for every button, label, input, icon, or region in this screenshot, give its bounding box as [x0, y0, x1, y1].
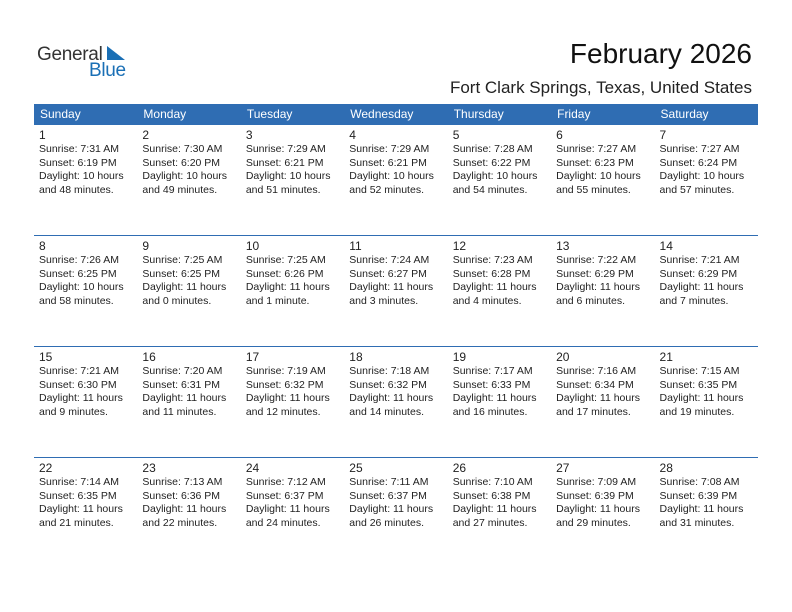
day-cell — [34, 236, 137, 308]
day-number: 19 — [452, 350, 467, 364]
day-number: 15 — [39, 350, 53, 364]
day-daylight: Daylight: 11 hours — [452, 392, 537, 405]
day-sunset: Sunset: 6:23 PM — [556, 156, 634, 169]
day-number: 22 — [39, 461, 53, 475]
day-minutes: and 0 minutes. — [142, 294, 212, 307]
day-number: 7 — [659, 128, 667, 142]
day-sunrise: Sunrise: 7:14 AM — [39, 476, 119, 488]
day-sunset: Sunset: 6:30 PM — [39, 378, 117, 391]
day-daylight: Daylight: 10 hours — [39, 170, 124, 183]
day-daylight: Daylight: 10 hours — [349, 170, 434, 183]
day-sunrise: Sunrise: 7:24 AM — [349, 254, 430, 266]
day-cell — [655, 347, 758, 419]
day-cell — [655, 458, 758, 530]
day-cell — [551, 125, 654, 197]
day-daylight: Daylight: 11 hours — [39, 503, 123, 516]
day-cell — [655, 236, 758, 308]
day-sunset: Sunset: 6:36 PM — [142, 489, 221, 502]
day-cell — [551, 458, 654, 530]
day-sunset: Sunset: 6:33 PM — [452, 378, 531, 391]
week-row — [34, 457, 758, 568]
day-daylight: Daylight: 11 hours — [659, 392, 744, 405]
day-cell — [551, 236, 654, 308]
day-sunrise: Sunrise: 7:17 AM — [452, 365, 533, 377]
week-row — [34, 235, 758, 346]
day-sunset: Sunset: 6:37 PM — [349, 489, 427, 502]
weeks-container — [34, 125, 758, 568]
day-number: 6 — [556, 128, 563, 142]
day-daylight: Daylight: 11 hours — [39, 392, 123, 405]
day-cell — [344, 458, 447, 530]
day-minutes: and 52 minutes. — [349, 183, 424, 196]
day-cell — [448, 347, 551, 419]
week-row — [34, 346, 758, 457]
day-number: 24 — [245, 461, 260, 475]
day-sunset: Sunset: 6:39 PM — [659, 489, 738, 502]
day-daylight: Daylight: 10 hours — [452, 170, 538, 183]
day-sunrise: Sunrise: 7:10 AM — [452, 476, 533, 488]
page-title: February 2026 — [569, 38, 752, 69]
day-sunrise: Sunrise: 7:20 AM — [142, 365, 223, 377]
weekday-wednesday: Wednesday — [350, 107, 414, 121]
day-minutes: and 55 minutes. — [556, 183, 631, 196]
day-minutes: and 27 minutes. — [452, 516, 528, 529]
day-daylight: Daylight: 11 hours — [349, 392, 434, 405]
day-cell — [241, 236, 344, 308]
day-sunrise: Sunrise: 7:29 AM — [349, 143, 430, 155]
day-sunrise: Sunrise: 7:29 AM — [245, 143, 326, 155]
day-minutes: and 21 minutes. — [39, 516, 114, 529]
day-sunrise: Sunrise: 7:26 AM — [39, 254, 119, 266]
logo — [37, 44, 137, 80]
day-minutes: and 1 minute. — [245, 294, 310, 307]
day-number: 5 — [452, 128, 460, 142]
day-sunset: Sunset: 6:24 PM — [659, 156, 738, 169]
day-minutes: and 58 minutes. — [39, 294, 114, 307]
day-sunset: Sunset: 6:20 PM — [142, 156, 221, 169]
day-sunrise: Sunrise: 7:15 AM — [659, 365, 740, 377]
day-sunset: Sunset: 6:38 PM — [452, 489, 531, 502]
day-cell — [344, 347, 447, 419]
day-minutes: and 17 minutes. — [556, 405, 631, 418]
weekday-monday: Monday — [143, 107, 187, 121]
day-number: 16 — [142, 350, 156, 364]
day-sunset: Sunset: 6:37 PM — [245, 489, 324, 502]
day-minutes: and 48 minutes. — [39, 183, 114, 196]
day-minutes: and 57 minutes. — [659, 183, 735, 196]
weekday-sunday: Sunday — [40, 107, 81, 121]
day-cell — [344, 125, 447, 197]
day-daylight: Daylight: 11 hours — [142, 503, 227, 516]
day-minutes: and 29 minutes. — [556, 516, 631, 529]
day-cell — [137, 347, 240, 419]
day-minutes: and 49 minutes. — [142, 183, 218, 196]
week-row — [34, 125, 758, 235]
day-cell — [551, 347, 654, 419]
day-daylight: Daylight: 11 hours — [659, 281, 744, 294]
day-cell — [34, 347, 137, 419]
location-subtitle: Fort Clark Springs, Texas, United States — [449, 78, 752, 97]
weekday-thursday: Thursday — [453, 107, 504, 121]
day-minutes: and 54 minutes. — [452, 183, 528, 196]
day-sunset: Sunset: 6:21 PM — [349, 156, 427, 169]
day-minutes: and 11 minutes. — [142, 405, 217, 418]
week-days — [34, 236, 758, 308]
day-daylight: Daylight: 11 hours — [245, 281, 330, 294]
day-sunset: Sunset: 6:19 PM — [39, 156, 117, 169]
day-sunrise: Sunrise: 7:27 AM — [659, 143, 740, 155]
day-daylight: Daylight: 11 hours — [349, 281, 434, 294]
day-sunrise: Sunrise: 7:16 AM — [556, 365, 637, 377]
day-sunrise: Sunrise: 7:30 AM — [142, 143, 223, 155]
day-sunset: Sunset: 6:35 PM — [39, 489, 117, 502]
day-cell — [137, 236, 240, 308]
day-cell — [137, 458, 240, 530]
day-number: 11 — [349, 239, 362, 253]
day-minutes: and 6 minutes. — [556, 294, 625, 307]
day-sunset: Sunset: 6:34 PM — [556, 378, 634, 391]
day-minutes: and 19 minutes. — [659, 405, 735, 418]
day-daylight: Daylight: 10 hours — [39, 281, 124, 294]
day-sunrise: Sunrise: 7:13 AM — [142, 476, 223, 488]
day-sunset: Sunset: 6:32 PM — [245, 378, 324, 391]
day-minutes: and 7 minutes. — [659, 294, 729, 307]
day-minutes: and 16 minutes. — [452, 405, 528, 418]
day-sunrise: Sunrise: 7:28 AM — [452, 143, 533, 155]
day-number: 18 — [349, 350, 363, 364]
day-cell — [448, 125, 551, 197]
day-sunset: Sunset: 6:39 PM — [556, 489, 634, 502]
day-cell — [344, 236, 447, 308]
weekday-friday: Friday — [557, 107, 591, 121]
day-number: 17 — [245, 350, 260, 364]
day-sunset: Sunset: 6:29 PM — [659, 267, 738, 280]
day-number: 13 — [556, 239, 570, 253]
day-cell — [241, 125, 344, 197]
day-sunset: Sunset: 6:28 PM — [452, 267, 531, 280]
day-minutes: and 22 minutes. — [142, 516, 218, 529]
day-sunrise: Sunrise: 7:25 AM — [245, 254, 326, 266]
day-minutes: and 26 minutes. — [349, 516, 424, 529]
day-number: 4 — [349, 128, 356, 142]
day-minutes: and 3 minutes. — [349, 294, 419, 307]
day-cell — [448, 236, 551, 308]
day-daylight: Daylight: 11 hours — [659, 503, 744, 516]
day-number: 25 — [349, 461, 363, 475]
day-minutes: and 12 minutes. — [245, 405, 321, 418]
day-sunset: Sunset: 6:31 PM — [142, 378, 221, 391]
day-sunrise: Sunrise: 7:25 AM — [142, 254, 223, 266]
day-sunrise: Sunrise: 7:31 AM — [39, 143, 119, 155]
day-minutes: and 4 minutes. — [452, 294, 522, 307]
day-sunrise: Sunrise: 7:23 AM — [452, 254, 533, 266]
day-cell — [34, 125, 137, 197]
day-daylight: Daylight: 11 hours — [245, 392, 330, 405]
day-number: 28 — [659, 461, 673, 475]
weekday-tuesday: Tuesday — [246, 107, 293, 121]
day-minutes: and 31 minutes. — [659, 516, 735, 529]
week-days — [34, 458, 758, 530]
day-sunrise: Sunrise: 7:21 AM — [659, 254, 740, 266]
day-sunrise: Sunrise: 7:08 AM — [659, 476, 740, 488]
day-sunset: Sunset: 6:22 PM — [452, 156, 531, 169]
day-cell — [241, 458, 344, 530]
day-sunrise: Sunrise: 7:27 AM — [556, 143, 637, 155]
day-minutes: and 9 minutes. — [39, 405, 108, 418]
day-sunrise: Sunrise: 7:11 AM — [349, 476, 429, 488]
day-daylight: Daylight: 10 hours — [142, 170, 228, 183]
day-minutes: and 24 minutes. — [245, 516, 321, 529]
day-number: 12 — [452, 239, 467, 253]
day-daylight: Daylight: 11 hours — [556, 281, 640, 294]
logo-text-general: General — [37, 44, 103, 65]
day-sunrise: Sunrise: 7:18 AM — [349, 365, 430, 377]
day-number: 27 — [556, 461, 570, 475]
day-sunset: Sunset: 6:35 PM — [659, 378, 738, 391]
day-number: 14 — [659, 239, 673, 253]
day-daylight: Daylight: 11 hours — [556, 503, 640, 516]
day-number: 26 — [452, 461, 467, 475]
day-number: 2 — [142, 128, 150, 142]
day-daylight: Daylight: 11 hours — [556, 392, 640, 405]
day-sunset: Sunset: 6:25 PM — [39, 267, 117, 280]
day-sunset: Sunset: 6:27 PM — [349, 267, 427, 280]
day-sunset: Sunset: 6:29 PM — [556, 267, 634, 280]
day-sunrise: Sunrise: 7:22 AM — [556, 254, 637, 266]
day-cell — [137, 125, 240, 197]
day-sunset: Sunset: 6:21 PM — [245, 156, 324, 169]
weekday-saturday: Saturday — [660, 107, 709, 121]
day-sunrise: Sunrise: 7:19 AM — [245, 365, 326, 377]
calendar-grid — [34, 104, 758, 568]
day-cell — [34, 458, 137, 530]
day-sunrise: Sunrise: 7:12 AM — [245, 476, 326, 488]
day-daylight: Daylight: 10 hours — [556, 170, 641, 183]
week-days — [34, 347, 758, 419]
day-minutes: and 51 minutes. — [245, 183, 321, 196]
day-sunrise: Sunrise: 7:09 AM — [556, 476, 637, 488]
day-daylight: Daylight: 11 hours — [452, 503, 537, 516]
day-number: 3 — [245, 128, 253, 142]
day-daylight: Daylight: 11 hours — [349, 503, 434, 516]
weekday-header — [34, 104, 758, 125]
day-daylight: Daylight: 10 hours — [245, 170, 331, 183]
day-number: 9 — [142, 239, 150, 253]
day-daylight: Daylight: 11 hours — [452, 281, 537, 294]
logo-text-blue: Blue — [89, 60, 126, 81]
day-cell — [241, 347, 344, 419]
day-sunset: Sunset: 6:32 PM — [349, 378, 427, 391]
day-minutes: and 14 minutes. — [349, 405, 424, 418]
day-daylight: Daylight: 10 hours — [659, 170, 745, 183]
day-number: 20 — [556, 350, 570, 364]
day-daylight: Daylight: 11 hours — [245, 503, 330, 516]
day-number: 10 — [245, 239, 260, 253]
day-number: 21 — [659, 350, 673, 364]
day-sunset: Sunset: 6:26 PM — [245, 267, 324, 280]
day-sunrise: Sunrise: 7:21 AM — [39, 365, 119, 377]
day-sunset: Sunset: 6:25 PM — [142, 267, 221, 280]
day-daylight: Daylight: 11 hours — [142, 392, 227, 405]
day-cell — [655, 125, 758, 197]
day-daylight: Daylight: 11 hours — [142, 281, 227, 294]
week-days — [34, 125, 758, 197]
day-number: 1 — [39, 128, 46, 142]
day-cell — [448, 458, 551, 530]
day-number: 23 — [142, 461, 156, 475]
day-number: 8 — [39, 239, 46, 253]
